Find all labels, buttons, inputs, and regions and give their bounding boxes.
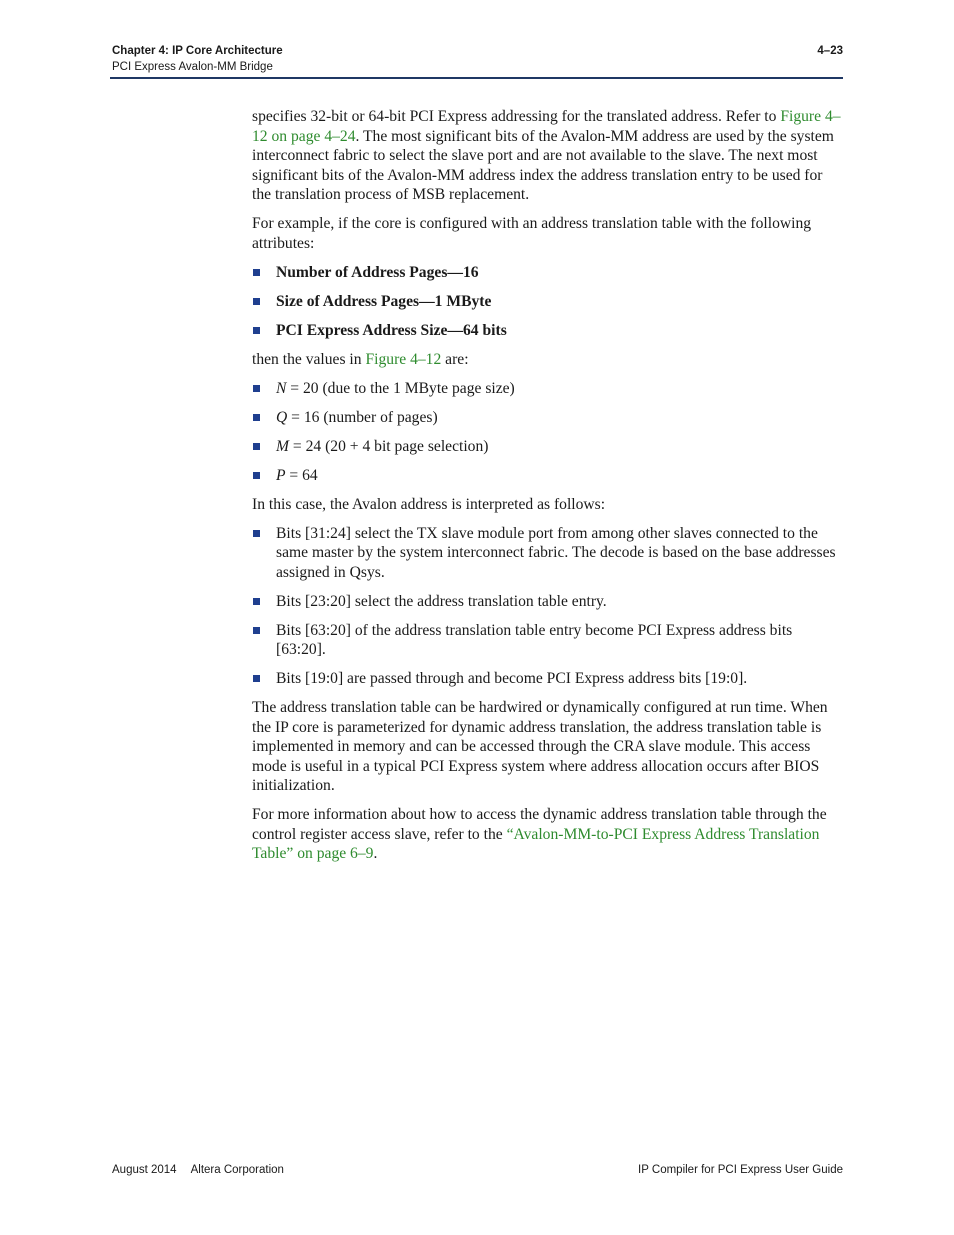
footer-guide-title: IP Compiler for PCI Express User Guide bbox=[638, 1164, 843, 1176]
footer-company: Altera Corporation bbox=[190, 1164, 284, 1176]
paragraph-text: are: bbox=[441, 350, 469, 368]
attributes-list bbox=[252, 263, 844, 341]
paragraph-text: . bbox=[373, 845, 378, 862]
interpretation-list bbox=[252, 524, 844, 689]
variable-name: Q bbox=[276, 408, 288, 426]
list-item bbox=[252, 292, 844, 312]
list-item-text: = 16 (number of pages) bbox=[287, 408, 438, 426]
bullet-square-icon bbox=[253, 598, 260, 605]
list-item bbox=[252, 263, 844, 283]
page-header bbox=[112, 43, 843, 75]
list-item bbox=[252, 669, 844, 689]
list-item-text: Bits [31:24] select the TX slave module port from among other slaves connected to the same master by the system interconnect fabric. The decode is based on the base addresses assigned in Qsys. bbox=[276, 524, 836, 581]
list-item bbox=[252, 592, 844, 612]
paragraph-text: then the values in bbox=[252, 350, 366, 368]
bullet-square-icon bbox=[253, 269, 260, 276]
list-item bbox=[252, 437, 844, 457]
paragraph-interpretation-intro: In this case, the Avalon address is interpreted as follows: bbox=[252, 495, 606, 513]
paragraph-text: specifies 32-bit or 64-bit PCI Express addressing for the translated address. Refer to bbox=[252, 108, 781, 125]
list-item-text: PCI Express Address Size—64 bits bbox=[276, 321, 507, 339]
bullet-square-icon bbox=[253, 298, 260, 305]
main-content bbox=[252, 107, 844, 873]
figure-link[interactable]: Figure 4–12 bbox=[365, 350, 442, 368]
list-item bbox=[252, 621, 844, 660]
list-item bbox=[252, 408, 844, 428]
header-divider bbox=[110, 77, 843, 79]
variable-name: M bbox=[276, 437, 289, 455]
bullet-square-icon bbox=[253, 443, 260, 450]
bullet-square-icon bbox=[253, 472, 260, 479]
chapter-title: Chapter 4: IP Core Architecture bbox=[112, 45, 283, 57]
list-item-text: = 24 (20 + 4 bit page selection) bbox=[289, 437, 489, 455]
bullet-square-icon bbox=[253, 627, 260, 634]
paragraph-example: For example, if the core is configured with an address translation table with the following attributes: bbox=[252, 215, 812, 252]
bullet-square-icon bbox=[253, 385, 260, 392]
paragraph-values-intro bbox=[252, 350, 844, 370]
list-item bbox=[252, 321, 844, 341]
list-item bbox=[252, 379, 844, 399]
list-item bbox=[252, 466, 844, 486]
list-item-text: Bits [23:20] select the address translation table entry. bbox=[276, 592, 607, 610]
list-item-text: Size of Address Pages—1 MByte bbox=[276, 292, 492, 310]
paragraph-text: For more information about how to access the dynamic address translation table through the control register access slave, refer to the bbox=[252, 806, 827, 843]
paragraph-translation bbox=[252, 107, 844, 205]
bullet-square-icon bbox=[253, 327, 260, 334]
translation-table-link[interactable]: “Avalon-MM-to-PCI Express Address Translation Table” on page 6–9 bbox=[252, 825, 820, 862]
page-footer bbox=[112, 1162, 843, 1178]
list-item bbox=[252, 524, 844, 583]
variable-name: N bbox=[276, 379, 287, 397]
bullet-square-icon bbox=[253, 414, 260, 421]
values-list bbox=[252, 379, 844, 486]
footer-date: August 2014 bbox=[112, 1164, 177, 1176]
paragraph-translation-table: The address translation table can be hardwired or dynamically configured at run time. When the IP core is parameterized for dynamic address translation, the address translation table is implemented in memory and can be accessed through the CRA slave module. This access mode is useful in a typical PCI Express system where address allocation occurs after BIOS initialization. bbox=[252, 699, 828, 794]
list-item-text: Bits [19:0] are passed through and become PCI Express address bits [19:0]. bbox=[276, 670, 748, 687]
figure-4-12-link[interactable]: Figure 4–12 on page 4–24 bbox=[252, 108, 841, 145]
bullet-square-icon bbox=[253, 675, 260, 682]
page-number: 4–23 bbox=[817, 45, 843, 57]
section-title: PCI Express Avalon-MM Bridge bbox=[112, 61, 273, 73]
bullet-square-icon bbox=[253, 530, 260, 537]
variable-name: P bbox=[276, 466, 286, 484]
list-item-text: = 64 bbox=[285, 466, 318, 484]
paragraph-more-info bbox=[252, 805, 844, 864]
list-item-text: Number of Address Pages—16 bbox=[276, 263, 479, 281]
list-item-text: Bits [63:20] of the address translation table entry become PCI Express address bits [63:20]. bbox=[276, 621, 793, 658]
list-item-text: = 20 (due to the 1 MByte page size) bbox=[286, 379, 515, 397]
paragraph-text: . The most significant bits of the Avalon-MM address are used by the system interconnect fabric to select the slave port and are not available to the slave. The next most significant bits of the Avalon-MM address index the address translation entry to be used for the translation process of MSB replacement. bbox=[252, 127, 834, 203]
